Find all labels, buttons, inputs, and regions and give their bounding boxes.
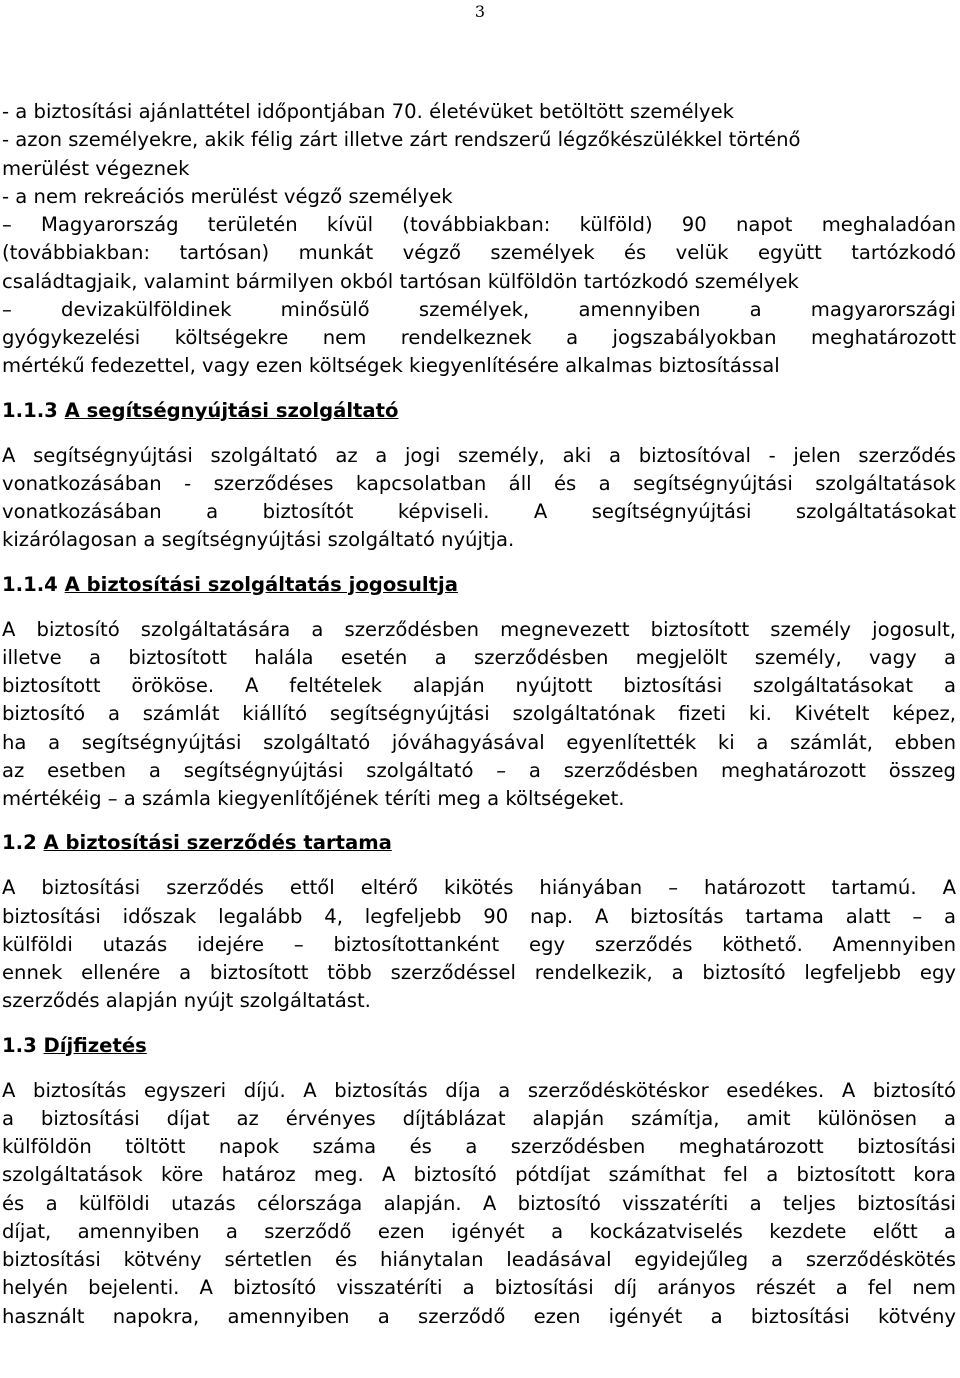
- section-title: A segítségnyújtási szolgáltató: [64, 398, 399, 422]
- text-line: A biztosító szolgáltatására a szerződésben megnevezett biztosított személy jogosult,: [2, 617, 956, 641]
- section-number: 1.2: [2, 831, 37, 855]
- text-line: A biztosítás egyszeri díjú. A biztosítás díja a szerződéskötéskor esedékes. A biztosító: [2, 1078, 956, 1102]
- text-line: díjat, amennyiben a szerződő ezen igényét a kockázatviselés kezdete előtt a: [2, 1219, 956, 1243]
- page-number: 3: [474, 2, 486, 21]
- text-line: biztosító a számlát kiállító segítségnyújtási szolgáltatónak fizeti ki. Kivételt képez,: [2, 702, 956, 726]
- text-line: vonatkozásában a biztosítót képviseli. A segítségnyújtási szolgáltatásokat: [2, 500, 956, 523]
- text-line: A segítségnyújtási szolgáltató az a jogi személy, aki a biztosítóval - jelen szerződés: [2, 443, 956, 467]
- text-line: mértékű fedezettel, vagy ezen költségek kiegyenlítésére alkalmas biztosítással: [2, 354, 780, 378]
- text-line: az esetben a segítségnyújtási szolgáltató – a szerződésben meghatározott összeg: [2, 758, 956, 782]
- section-paragraph: [2, 616, 956, 814]
- text-line: biztosított örököse. A feltételek alapján nyújtott biztosítási szolgáltatásokat a: [2, 674, 956, 697]
- section-heading: [2, 829, 956, 857]
- text-line: kizárólagosan a segítségnyújtási szolgáltató nyújtja.: [2, 528, 515, 552]
- text-line: ennek ellenére a biztosított több szerződéssel rendelkezik, a biztosító legfeljebb egy: [2, 961, 956, 984]
- text-line: – devizakülföldinek minősülő személyek, amennyiben a magyarországi: [2, 297, 956, 321]
- section-number: 1.1.4: [2, 572, 58, 596]
- text-line: szolgáltatások köre határoz meg. A biztosító pótdíjat számíthat fel a biztosított kora: [2, 1163, 956, 1187]
- section-title: A biztosítási szerződés tartama: [43, 831, 392, 855]
- text-line: (továbbiakban: tartósan) munkát végző személyek és velük együtt tartózkodó: [2, 241, 956, 265]
- section-heading: [2, 1032, 956, 1060]
- text-line: merülést végeznek: [2, 156, 190, 180]
- section-number: 1.3: [2, 1033, 37, 1057]
- section-title: Díjfizetés: [43, 1033, 147, 1057]
- text-line: biztosítási kötvény sértetlen és hiánytalan leadásával egyidejűleg a szerződéskötés: [2, 1248, 956, 1271]
- text-line: A biztosítási szerződés ettől eltérő kikötés hiányában – határozott tartamú. A: [2, 876, 956, 900]
- text-line: - a biztosítási ajánlattétel időpontjában 70. életévüket betöltött személyek: [2, 100, 734, 123]
- section-heading: [2, 397, 956, 425]
- section-paragraph: [2, 1077, 956, 1331]
- text-line: illetve a biztosított halála esetén a szerződésben megjelölt személy, vagy a: [2, 645, 956, 669]
- text-line: külföldi utazás idejére – biztosítottanként egy szerződés köthető. Amennyiben: [2, 932, 956, 956]
- text-line: családtagjaik, valamint bármilyen okból tartósan külföldön tartózkodó személyek: [2, 269, 799, 293]
- text-line: mértékéig – a számla kiegyenlítőjének téríti meg a költségeket.: [2, 787, 625, 810]
- intro-list: [2, 98, 956, 381]
- text-line: helyén bejelenti. A biztosító visszatéríti a biztosítási díj arányos részét a fel nem: [2, 1276, 956, 1300]
- text-line: vonatkozásában - szerződéses kapcsolatban áll és a segítségnyújtási szolgáltatások: [2, 471, 956, 495]
- section-heading: [2, 571, 956, 599]
- text-line: - a nem rekreációs merülést végző személyek: [2, 184, 453, 208]
- section-title: A biztosítási szolgáltatás jogosultja: [64, 572, 458, 596]
- section-number: 1.1.3: [2, 398, 58, 422]
- document-body: [2, 98, 956, 1331]
- text-line: szerződés alapján nyújt szolgáltatást.: [2, 989, 371, 1013]
- text-line: - azon személyekre, akik félig zárt illetve zárt rendszerű légzőkészülékkel történő: [2, 128, 801, 152]
- text-line: biztosítási időszak legalább 4, legfeljebb 90 nap. A biztosítás tartama alatt – a: [2, 904, 956, 928]
- text-line: gyógykezelési költségekre nem rendelkeznek a jogszabályokban meghatározott: [2, 326, 956, 349]
- text-line: – Magyarország területén kívül (továbbiakban: külföld) 90 napot meghaladóan: [2, 213, 956, 236]
- section-paragraph: [2, 442, 956, 555]
- text-line: a biztosítási díjat az érvényes díjtáblázat alapján számítja, amit különösen a: [2, 1106, 956, 1130]
- text-line: külföldön töltött napok száma és a szerződésben meghatározott biztosítási: [2, 1135, 956, 1158]
- text-line: és a külföldi utazás célországa alapján. A biztosító visszatéríti a teljes biztosítási: [2, 1191, 956, 1215]
- section-paragraph: [2, 874, 956, 1015]
- text-line: ha a segítségnyújtási szolgáltató jóváhagyásával egyenlítették ki a számlát, ebben: [2, 730, 956, 754]
- text-line: használt napokra, amennyiben a szerződő ezen igényét a biztosítási kötvény: [2, 1304, 956, 1328]
